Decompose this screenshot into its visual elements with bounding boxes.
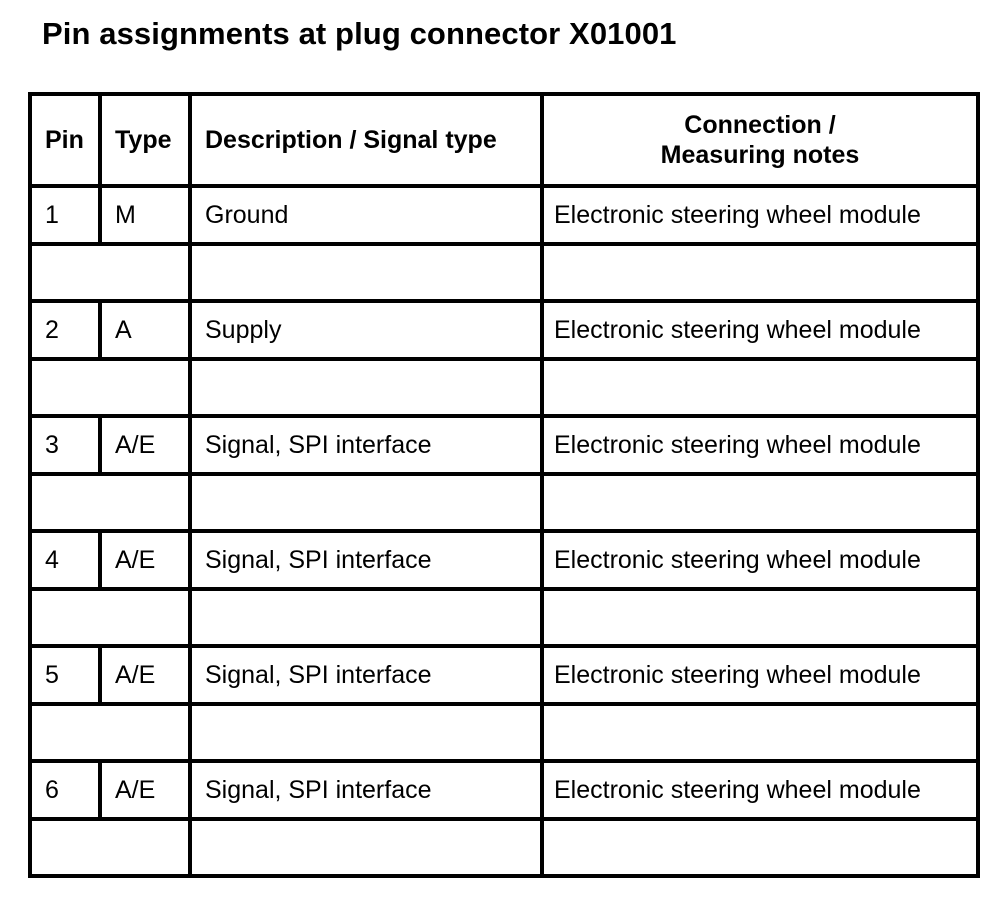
table-row [30, 416, 978, 474]
cell-pin: 2 [30, 301, 100, 359]
header-description: Description / Signal type [190, 94, 542, 186]
table-header-row [30, 94, 978, 186]
page-title: Pin assignments at plug connector X01001 [42, 16, 677, 51]
cell-blank [542, 359, 978, 416]
header-notes [542, 94, 978, 186]
cell-type: A [100, 301, 190, 359]
header-notes-line1: Connection / [684, 111, 836, 139]
cell-description: Supply [190, 301, 542, 359]
table-row [30, 186, 978, 244]
table-blank-row [30, 244, 978, 301]
cell-blank [542, 589, 978, 646]
cell-type: A/E [100, 646, 190, 704]
cell-notes: Electronic steering wheel module [542, 416, 978, 474]
cell-pin: 3 [30, 416, 100, 474]
header-type: Type [100, 94, 190, 186]
table-row [30, 646, 978, 704]
cell-blank [190, 359, 542, 416]
cell-type: M [100, 186, 190, 244]
cell-blank [190, 819, 542, 876]
table-blank-row [30, 474, 978, 531]
cell-blank [190, 704, 542, 761]
cell-blank [30, 244, 190, 301]
cell-type: A/E [100, 531, 190, 589]
table-blank-row [30, 589, 978, 646]
cell-notes: Electronic steering wheel module [542, 531, 978, 589]
cell-description: Signal, SPI interface [190, 531, 542, 589]
cell-blank [190, 474, 542, 531]
cell-blank [542, 474, 978, 531]
table-blank-row [30, 819, 978, 876]
cell-description: Ground [190, 186, 542, 244]
table-blank-row [30, 359, 978, 416]
cell-blank [30, 819, 190, 876]
cell-pin: 6 [30, 761, 100, 819]
cell-type: A/E [100, 416, 190, 474]
table-row [30, 761, 978, 819]
cell-blank [542, 704, 978, 761]
cell-pin: 1 [30, 186, 100, 244]
cell-pin: 4 [30, 531, 100, 589]
pin-assignment-table [28, 92, 980, 878]
header-notes-line2: Measuring notes [660, 141, 860, 169]
cell-notes: Electronic steering wheel module [542, 186, 978, 244]
cell-pin: 5 [30, 646, 100, 704]
cell-blank [30, 589, 190, 646]
cell-notes: Electronic steering wheel module [542, 646, 978, 704]
table-row [30, 301, 978, 359]
cell-blank [542, 244, 978, 301]
cell-blank [30, 359, 190, 416]
table-row [30, 531, 978, 589]
cell-blank [30, 474, 190, 531]
table-blank-row [30, 704, 978, 761]
cell-blank [190, 589, 542, 646]
cell-blank [190, 244, 542, 301]
cell-description: Signal, SPI interface [190, 416, 542, 474]
cell-blank [542, 819, 978, 876]
cell-description: Signal, SPI interface [190, 761, 542, 819]
cell-notes: Electronic steering wheel module [542, 761, 978, 819]
header-pin: Pin [30, 94, 100, 186]
cell-description: Signal, SPI interface [190, 646, 542, 704]
cell-type: A/E [100, 761, 190, 819]
cell-blank [30, 704, 190, 761]
cell-notes: Electronic steering wheel module [542, 301, 978, 359]
